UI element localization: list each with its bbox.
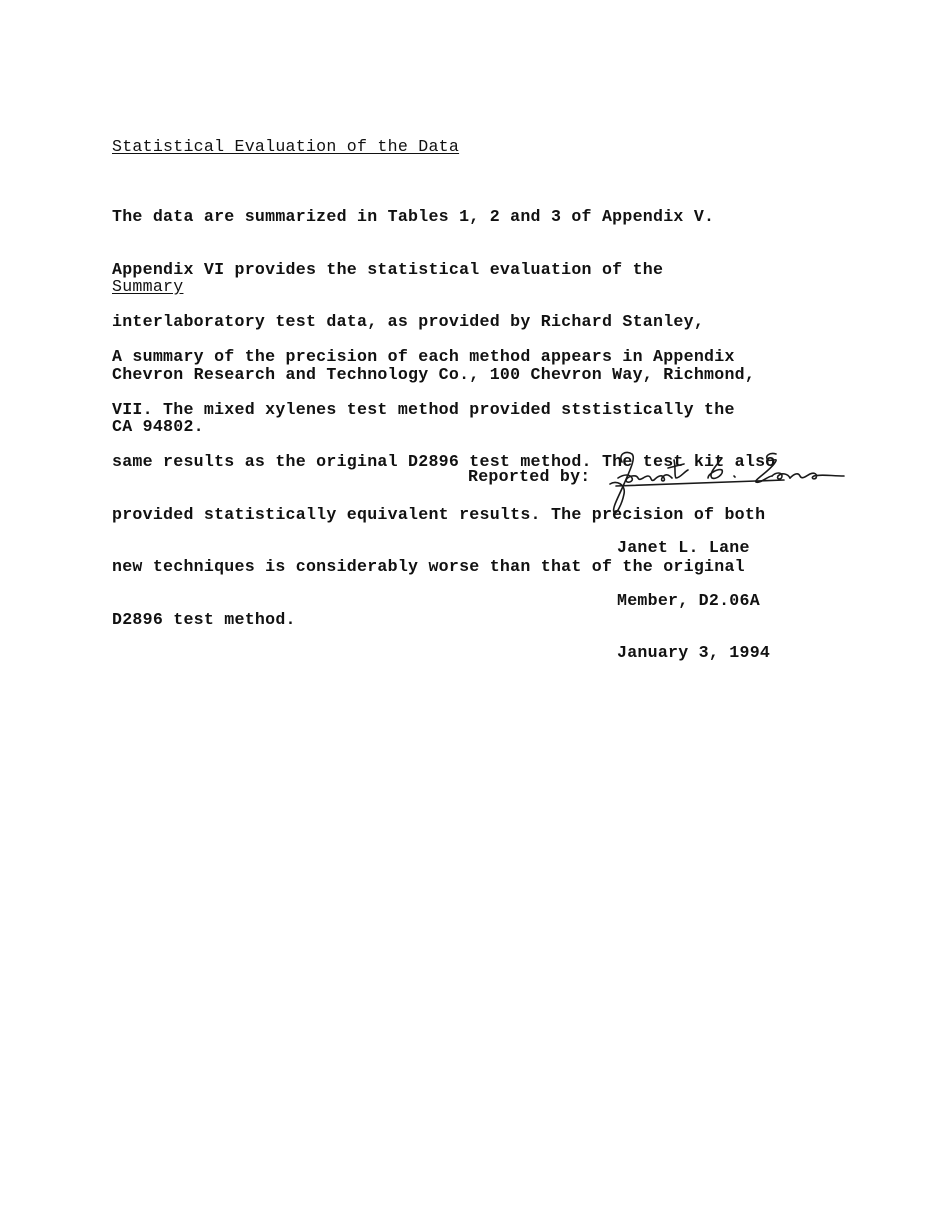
reported-by-label: Reported by: bbox=[468, 467, 591, 486]
section-heading-summary: Summary bbox=[112, 277, 184, 296]
paragraph-line: Chevron Research and Technology Co., 100 Chevron Way, Richmond, bbox=[112, 364, 756, 384]
paragraph-line: CA 94802. bbox=[112, 417, 204, 436]
paragraph-line: new techniques is considerably worse than that of the original bbox=[112, 557, 745, 576]
paragraph-line: D2896 test method. bbox=[112, 609, 296, 629]
paragraph-line: Appendix VI provides the statistical evaluation of the bbox=[112, 259, 664, 279]
paragraph-line: A summary of the precision of each method appears in Appendix bbox=[112, 347, 735, 366]
paragraph-line: VII. The mixed xylenes test method provided ststistically the bbox=[112, 399, 735, 419]
paragraph-line: interlaboratory test data, as provided by Richard Stanley, bbox=[112, 312, 705, 331]
signatory-name: Janet L. Lane bbox=[617, 538, 750, 557]
report-date: January 3, 1994 bbox=[617, 643, 771, 662]
signatory-title: Member, D2.06A bbox=[617, 590, 760, 610]
paragraph-line: same results as the original D2896 test method. The test kit also bbox=[112, 452, 776, 471]
section-heading-statistical-evaluation: Statistical Evaluation of the Data bbox=[112, 137, 460, 156]
signatory-details bbox=[617, 504, 770, 697]
paragraph-line: The data are summarized in Tables 1, 2 and 3 of Appendix V. bbox=[112, 207, 715, 226]
paragraph-line: provided statistically equivalent results. The precision of both bbox=[112, 504, 766, 524]
